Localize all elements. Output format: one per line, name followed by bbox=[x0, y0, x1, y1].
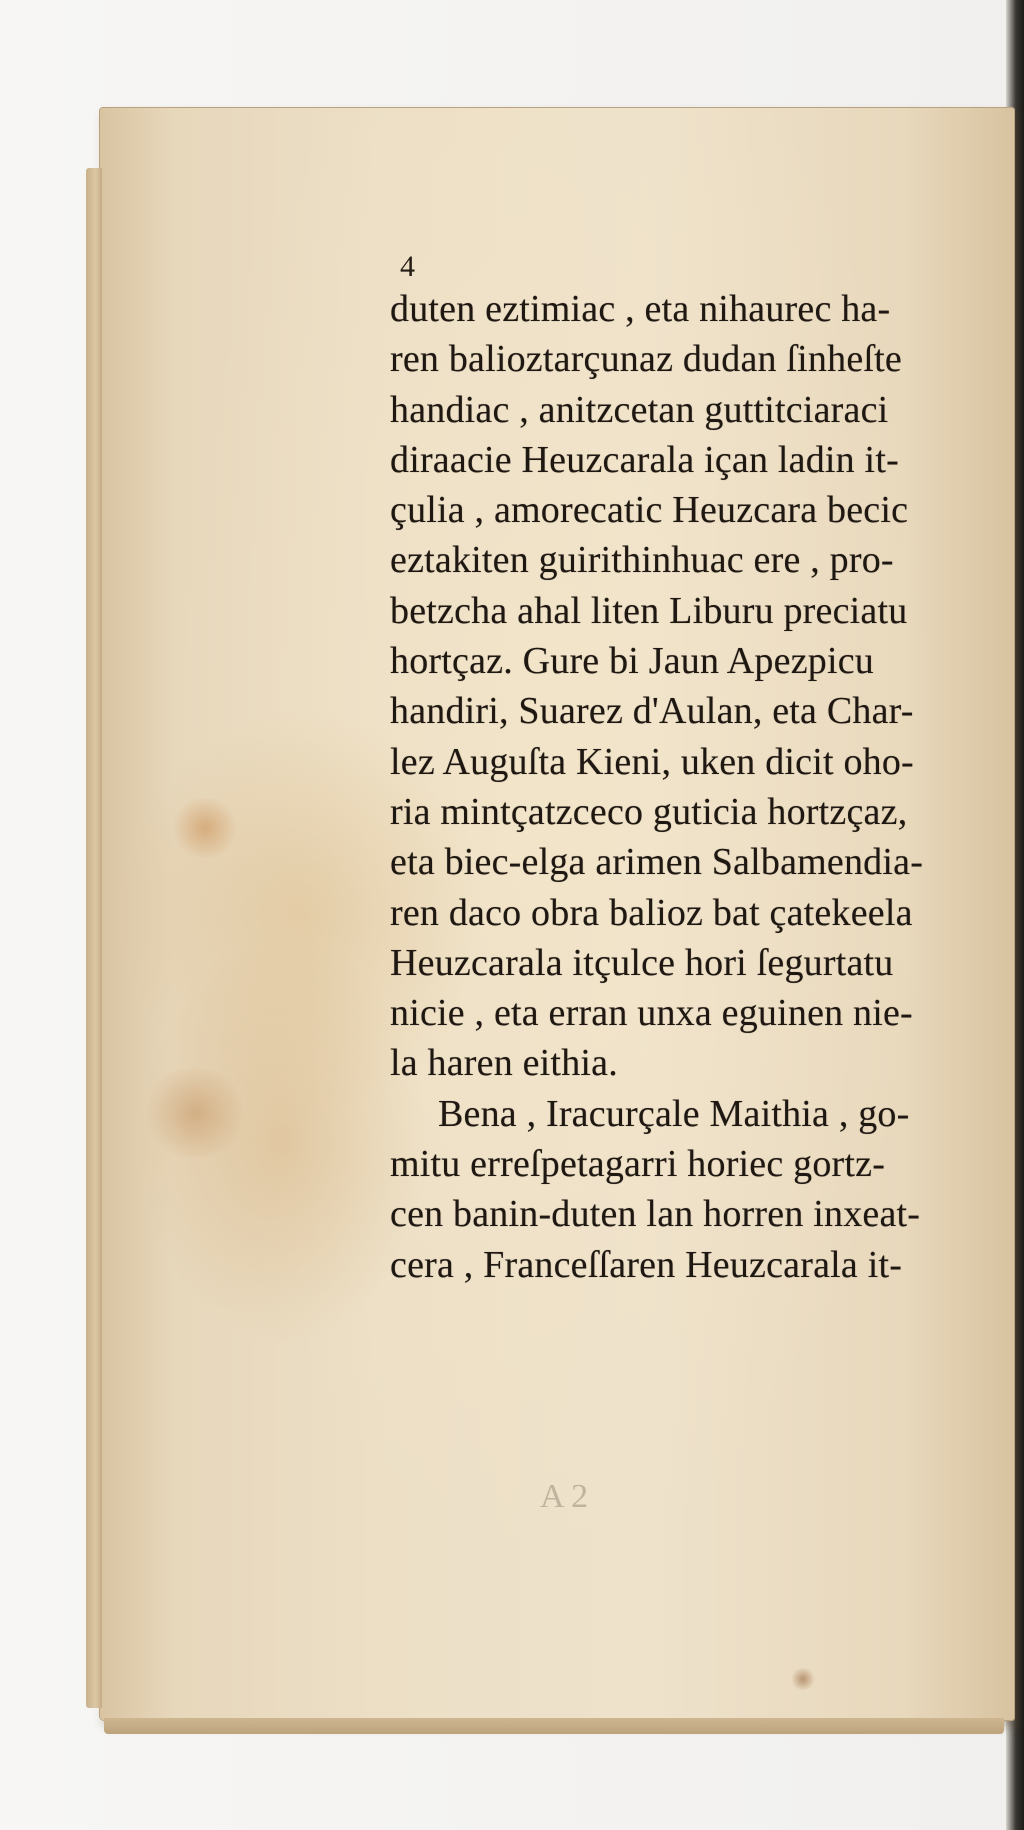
text-line: cera , Franceſſaren Heuzcarala it- bbox=[390, 1243, 903, 1286]
body-text bbox=[390, 284, 1024, 1290]
page-stack-bottom-edge bbox=[104, 1718, 1004, 1734]
page-number: 4 bbox=[400, 250, 415, 283]
text-line: la haren eithia. bbox=[390, 1042, 618, 1085]
text-line: ren balioztarçunaz dudan ſinheſte bbox=[390, 338, 902, 381]
foxing-stain bbox=[790, 1668, 816, 1690]
page-stack-left-edge bbox=[86, 168, 102, 1708]
text-line: lez Auguſta Kieni, uken dicit oho- bbox=[390, 740, 914, 783]
page-sheet bbox=[100, 108, 1014, 1720]
text-line: eta biec-elga arimen Salbamendia- bbox=[390, 841, 924, 884]
foxing-stain bbox=[170, 798, 240, 858]
text-line: duten eztimiac , eta nihaurec ha- bbox=[390, 288, 891, 330]
text-line: cen banin-duten lan horren inxeat- bbox=[390, 1193, 921, 1236]
foxing-stain bbox=[140, 1068, 250, 1158]
text-line: diraacie Heuzcarala içan ladin it- bbox=[390, 438, 899, 481]
text-line: eztakiten guirithinhuac ere , pro- bbox=[390, 539, 894, 582]
text-line: mitu erreſpetagarri horiec gortz- bbox=[390, 1143, 886, 1186]
text-line: hortçaz. Gure bi Jaun Apezpicu bbox=[390, 640, 874, 683]
text-line: nicie , eta erran unxa eguinen nie- bbox=[390, 992, 913, 1035]
text-line: ren daco obra balioz bat çatekeela bbox=[390, 891, 913, 934]
text-line: betzcha ahal liten Liburu preciatu bbox=[390, 589, 908, 632]
text-line: handiac , anitzcetan guttitciaraci bbox=[390, 388, 889, 431]
text-line: Heuzcarala itçulce hori ſegurtatu bbox=[390, 941, 894, 984]
paragraph-start-line: Bena , Iracurçale Maithia , go- bbox=[438, 1092, 910, 1135]
text-line: çulia , amorecatic Heuzcara becic bbox=[390, 489, 909, 532]
signature-mark: A 2 bbox=[540, 1478, 589, 1515]
text-line: handiri, Suarez d'Aulan, eta Char- bbox=[390, 690, 914, 733]
text-line: ria mintçatzceco guticia hortzçaz, bbox=[390, 790, 908, 833]
